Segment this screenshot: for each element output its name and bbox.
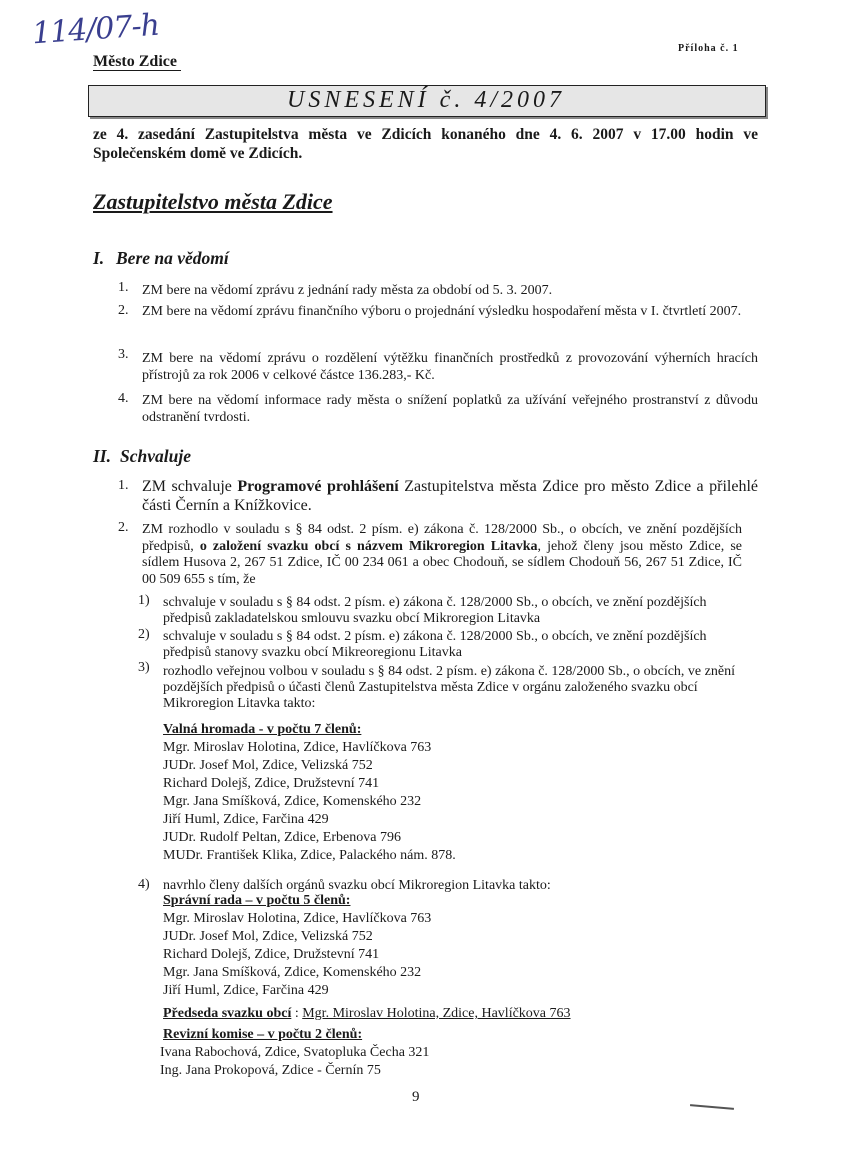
general-assembly-member: Mgr. Miroslav Holotina, Zdice, Havlíčkova 763 bbox=[163, 740, 432, 755]
general-assembly-member: Mgr. Jana Smíšková, Zdice, Komenského 232 bbox=[163, 794, 422, 809]
general-assembly-member: JUDr. Rudolf Peltan, Zdice, Erbenova 796 bbox=[163, 830, 401, 845]
general-assembly-member: MUDr. František Klika, Zdice, Palackého nám. 878. bbox=[163, 848, 456, 863]
s1-item-3-number: 3. bbox=[118, 347, 129, 362]
s2-item-2-text bbox=[142, 522, 742, 588]
s2-item-1-number: 1. bbox=[118, 478, 129, 493]
chairman-separator: : bbox=[291, 1006, 303, 1021]
s2-sub-2-number: 2) bbox=[138, 627, 150, 642]
general-assembly-member: JUDr. Josef Mol, Zdice, Velizská 752 bbox=[163, 758, 373, 773]
city-name: Město Zdice bbox=[93, 53, 177, 70]
s1-item-1-number: 1. bbox=[118, 280, 129, 295]
session-intro: ze 4. zasedání Zastupitelstva města ve Zdicích konaného dne 4. 6. 2007 v 17.00 hodin ve Společenském domě ve Zdicích. bbox=[93, 126, 758, 162]
s2-item-1-pre: ZM schvaluje bbox=[142, 478, 238, 495]
s2-sub-1-number: 1) bbox=[138, 593, 150, 608]
s1-item-2-text: ZM bere na vědomí zprávu finančního výboru o projednání výsledku hospodaření města v I. čtvrtletí 2007. bbox=[142, 304, 742, 319]
s2-sub-4-text: navrhlo členy dalších orgánů svazku obcí Mikroregion Litavka takto: bbox=[163, 878, 551, 893]
s2-sub-4-number: 4) bbox=[138, 877, 150, 892]
attachment-label: Příloha č. 1 bbox=[678, 43, 739, 54]
section-1-number: I. bbox=[93, 248, 105, 268]
chairman-heading: Předseda svazku obcí bbox=[163, 1006, 292, 1021]
section-1-title: Bere na vědomí bbox=[116, 248, 229, 268]
general-assembly-member: Richard Dolejš, Zdice, Družstevní 741 bbox=[163, 776, 380, 791]
s1-item-3-text: ZM bere na vědomí zprávu o rozdělení výtěžku finančních prostředků z provozování výherních hracích přístrojů za rok 2006 v celkové částce 136.283,- Kč. bbox=[142, 351, 758, 383]
board-member: Richard Dolejš, Zdice, Družstevní 741 bbox=[163, 947, 380, 962]
board-member: Jiří Huml, Zdice, Farčina 429 bbox=[163, 983, 329, 998]
s1-item-4-number: 4. bbox=[118, 391, 129, 406]
general-assembly-heading: Valná hromada - v počtu 7 členů: bbox=[163, 722, 362, 737]
page-number: 9 bbox=[412, 1089, 420, 1105]
s2-sub-3-number: 3) bbox=[138, 660, 150, 675]
audit-committee-heading: Revizní komise – v počtu 2 členů: bbox=[163, 1027, 363, 1042]
s2-item-2-number: 2. bbox=[118, 520, 129, 535]
board-member: Mgr. Jana Smíšková, Zdice, Komenského 232 bbox=[163, 965, 422, 980]
resolution-title: USNESENÍ č. 4/2007 bbox=[287, 87, 565, 113]
s2-item-1-text bbox=[142, 477, 758, 515]
audit-committee-member: Ing. Jana Prokopová, Zdice - Černín 75 bbox=[160, 1063, 381, 1078]
s1-item-1-text: ZM bere na vědomí zprávu z jednání rady města za období od 5. 3. 2007. bbox=[142, 283, 553, 298]
s2-item-2-bold: o založení svazku obcí s názvem Mikroregion Litavka bbox=[199, 538, 538, 554]
chairman-value: Mgr. Miroslav Holotina, Zdice, Havlíčkova 763 bbox=[302, 1006, 571, 1021]
handwritten-reference-note: 114/07-h bbox=[30, 7, 161, 52]
pen-stroke-mark bbox=[690, 1104, 734, 1110]
s2-sub-3-text: rozhodlo veřejnou volbou v souladu s § 84 odst. 2 písm. e) zákona č. 128/2000 Sb., o obcích, ve znění pozdějších předpisů o účasti členů Zastupitelstva města Zdice v orgánu založeného svazku obcí Mikroregion Litavka takto: bbox=[163, 664, 735, 711]
board-heading: Správní rada – v počtu 5 členů: bbox=[163, 893, 351, 908]
board-member: JUDr. Josef Mol, Zdice, Velizská 752 bbox=[163, 929, 373, 944]
chairman-line bbox=[163, 1006, 571, 1022]
s1-item-2-number: 2. bbox=[118, 303, 129, 318]
s2-sub-1-text: schvaluje v souladu s § 84 odst. 2 písm. e) zákona č. 128/2000 Sb., o obcích, ve znění pozdějších předpisů zakladatelskou smlouvu svazku obcí Mikroregion Litavka bbox=[163, 595, 707, 626]
audit-committee-member: Ivana Rabochová, Zdice, Svatopluka Čecha 321 bbox=[160, 1045, 430, 1060]
s2-item-2-pre: ZM rozhodlo v souladu s § 84 odst. 2 písm. e) zákona č. 128/2000 Sb., o obcích, ve znění pozdějších předpisů, bbox=[142, 522, 742, 554]
section-2-number: II. bbox=[93, 446, 111, 466]
s2-item-2-post: , jehož členy jsou město Zdice, se sídlem Husova 2, 267 51 Zdice, IČ 00 234 061 a obec Chodouň, se sídlem Chodouň 56, 267 51 Zdice, IČ 00 509 655 s tím, že bbox=[142, 538, 742, 587]
city-underline bbox=[93, 70, 181, 71]
s2-item-1-post: Zastupitelstva města Zdice pro město Zdice a přilehlé části Černín a Knížkovice. bbox=[142, 478, 759, 514]
s2-item-1-bold: Programové prohlášení bbox=[237, 478, 399, 495]
general-assembly-member: Jiří Huml, Zdice, Farčina 429 bbox=[163, 812, 329, 827]
s2-sub-2-text: schvaluje v souladu s § 84 odst. 2 písm. e) zákona č. 128/2000 Sb., o obcích, ve znění pozdějších předpisů stanovy svazku obcí Mikreoregionu Litavka bbox=[163, 629, 707, 660]
s1-item-4-text: ZM bere na vědomí informace rady města o snížení poplatků za užívání veřejného prostranství z důvodu odstranění tvrdosti. bbox=[142, 393, 758, 425]
council-heading: Zastupitelstvo města Zdice bbox=[93, 189, 333, 214]
board-member: Mgr. Miroslav Holotina, Zdice, Havlíčkova 763 bbox=[163, 911, 432, 926]
section-2-title: Schvaluje bbox=[120, 446, 191, 466]
